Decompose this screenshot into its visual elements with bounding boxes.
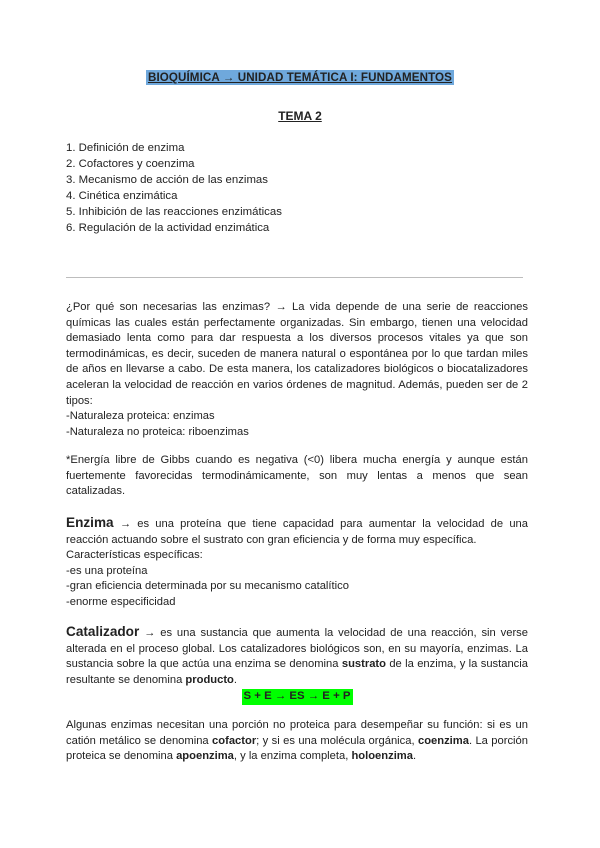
enzima-section xyxy=(66,515,528,611)
catalizador-end: . xyxy=(233,673,238,686)
reaction-formula: S + E → ES → E + P xyxy=(242,689,353,705)
toc-item: 3. Mecanismo de acción de las enzimas xyxy=(66,174,268,186)
tema-heading: TEMA 2 xyxy=(278,109,322,123)
cofactor-text: . La porción proteica se denomina xyxy=(66,734,528,763)
horizontal-divider xyxy=(66,277,523,278)
gibbs-note-section xyxy=(66,453,528,500)
intro-type-proteic: -Naturaleza proteica: enzimas xyxy=(66,410,215,423)
enzima-definition: → es una proteína que tiene capacidad para aumentar la velocidad de una reacción actuando sobre el sustrato con gran eficiencia y de forma muy específica. xyxy=(66,518,528,546)
catalizador-section xyxy=(66,624,528,706)
enzima-definition-paragraph xyxy=(66,515,528,548)
toc-item: 2. Cofactores y coenzima xyxy=(66,158,195,170)
cofactor-text: , y la enzima completa, xyxy=(233,750,352,763)
apoenzima-term: apoenzima xyxy=(176,750,234,763)
catalizador-definition: → es una sustancia que aumenta la velocidad de una reacción, sin verse alterada en el proceso global. Los catalizadores biológicos son, en su mayoría, enzimas. La sustancia sobre la que actúa una enzima se denomina xyxy=(66,627,528,671)
enzima-characteristic: -gran eficiencia determinada por su mecanismo catalítico xyxy=(66,580,349,593)
catalizador-paragraph xyxy=(66,624,528,688)
enzima-characteristics-heading: Características específicas: xyxy=(66,549,203,562)
sustrato-term: sustrato xyxy=(341,658,386,671)
enzima-characteristic: -enorme especificidad xyxy=(66,595,176,608)
cofactor-text: . xyxy=(412,750,417,763)
cofactor-text: ; y si es una molécula orgánica, xyxy=(256,734,418,747)
cofactor-paragraph xyxy=(66,718,528,765)
coenzima-term: coenzima xyxy=(417,734,469,747)
toc-item: 4. Cinética enzimática xyxy=(66,190,178,202)
catalizador-mid: de la enzima, y la sustancia resultante se denomina xyxy=(66,658,528,686)
catalizador-term: Catalizador xyxy=(66,624,140,639)
intro-paragraph: ¿Por qué son necesarias las enzimas? → La vida depende de una serie de reacciones químicas las cuales están perfectamente organizadas. Sin embargo, tienen una velocidad demasiado lenta como para dar respuesta a los diversos procesos vitales ya que son termodinámicas, es decir, suceden de manera natural o espontánea por lo que tardan miles de años en llevarse a cabo. De esta manera, los catalizadores biológicos o biocatalizadores aceleran la velocidad de reacción en varios órdenes de magnitud. Además, pueden ser de 2 tipos: xyxy=(66,301,528,407)
title-container xyxy=(0,70,600,85)
producto-term: producto xyxy=(185,673,234,686)
document-title: BIOQUÍMICA → UNIDAD TEMÁTICA I: FUNDAMENTOS xyxy=(147,71,452,84)
intro-section xyxy=(66,300,528,440)
enzima-term: Enzima xyxy=(66,515,114,530)
toc-item: 5. Inhibición de las reacciones enzimáticas xyxy=(66,206,282,218)
enzima-characteristic: -es una proteína xyxy=(66,564,148,577)
cofactor-section xyxy=(66,718,528,765)
cofactor-term: cofactor xyxy=(212,734,257,747)
toc-item: 1. Definición de enzima xyxy=(66,142,185,154)
table-of-contents xyxy=(66,140,282,236)
holoenzima-term: holoenzima xyxy=(351,750,413,763)
gibbs-note: *Energía libre de Gibbs cuando es negativa (<0) libera mucha energía y aunque están fuertemente favorecidas termodinámicamente, son muy lentas a menos que sean catalizadas. xyxy=(66,454,528,498)
formula-container xyxy=(66,689,528,705)
cofactor-text: Algunas enzimas necesitan una porción no proteica para desempeñar su función: si es un catión metálico se denomina xyxy=(66,719,528,747)
toc-item: 6. Regulación de la actividad enzimática xyxy=(66,222,270,234)
intro-type-nonproteic: -Naturaleza no proteica: riboenzimas xyxy=(66,425,249,438)
